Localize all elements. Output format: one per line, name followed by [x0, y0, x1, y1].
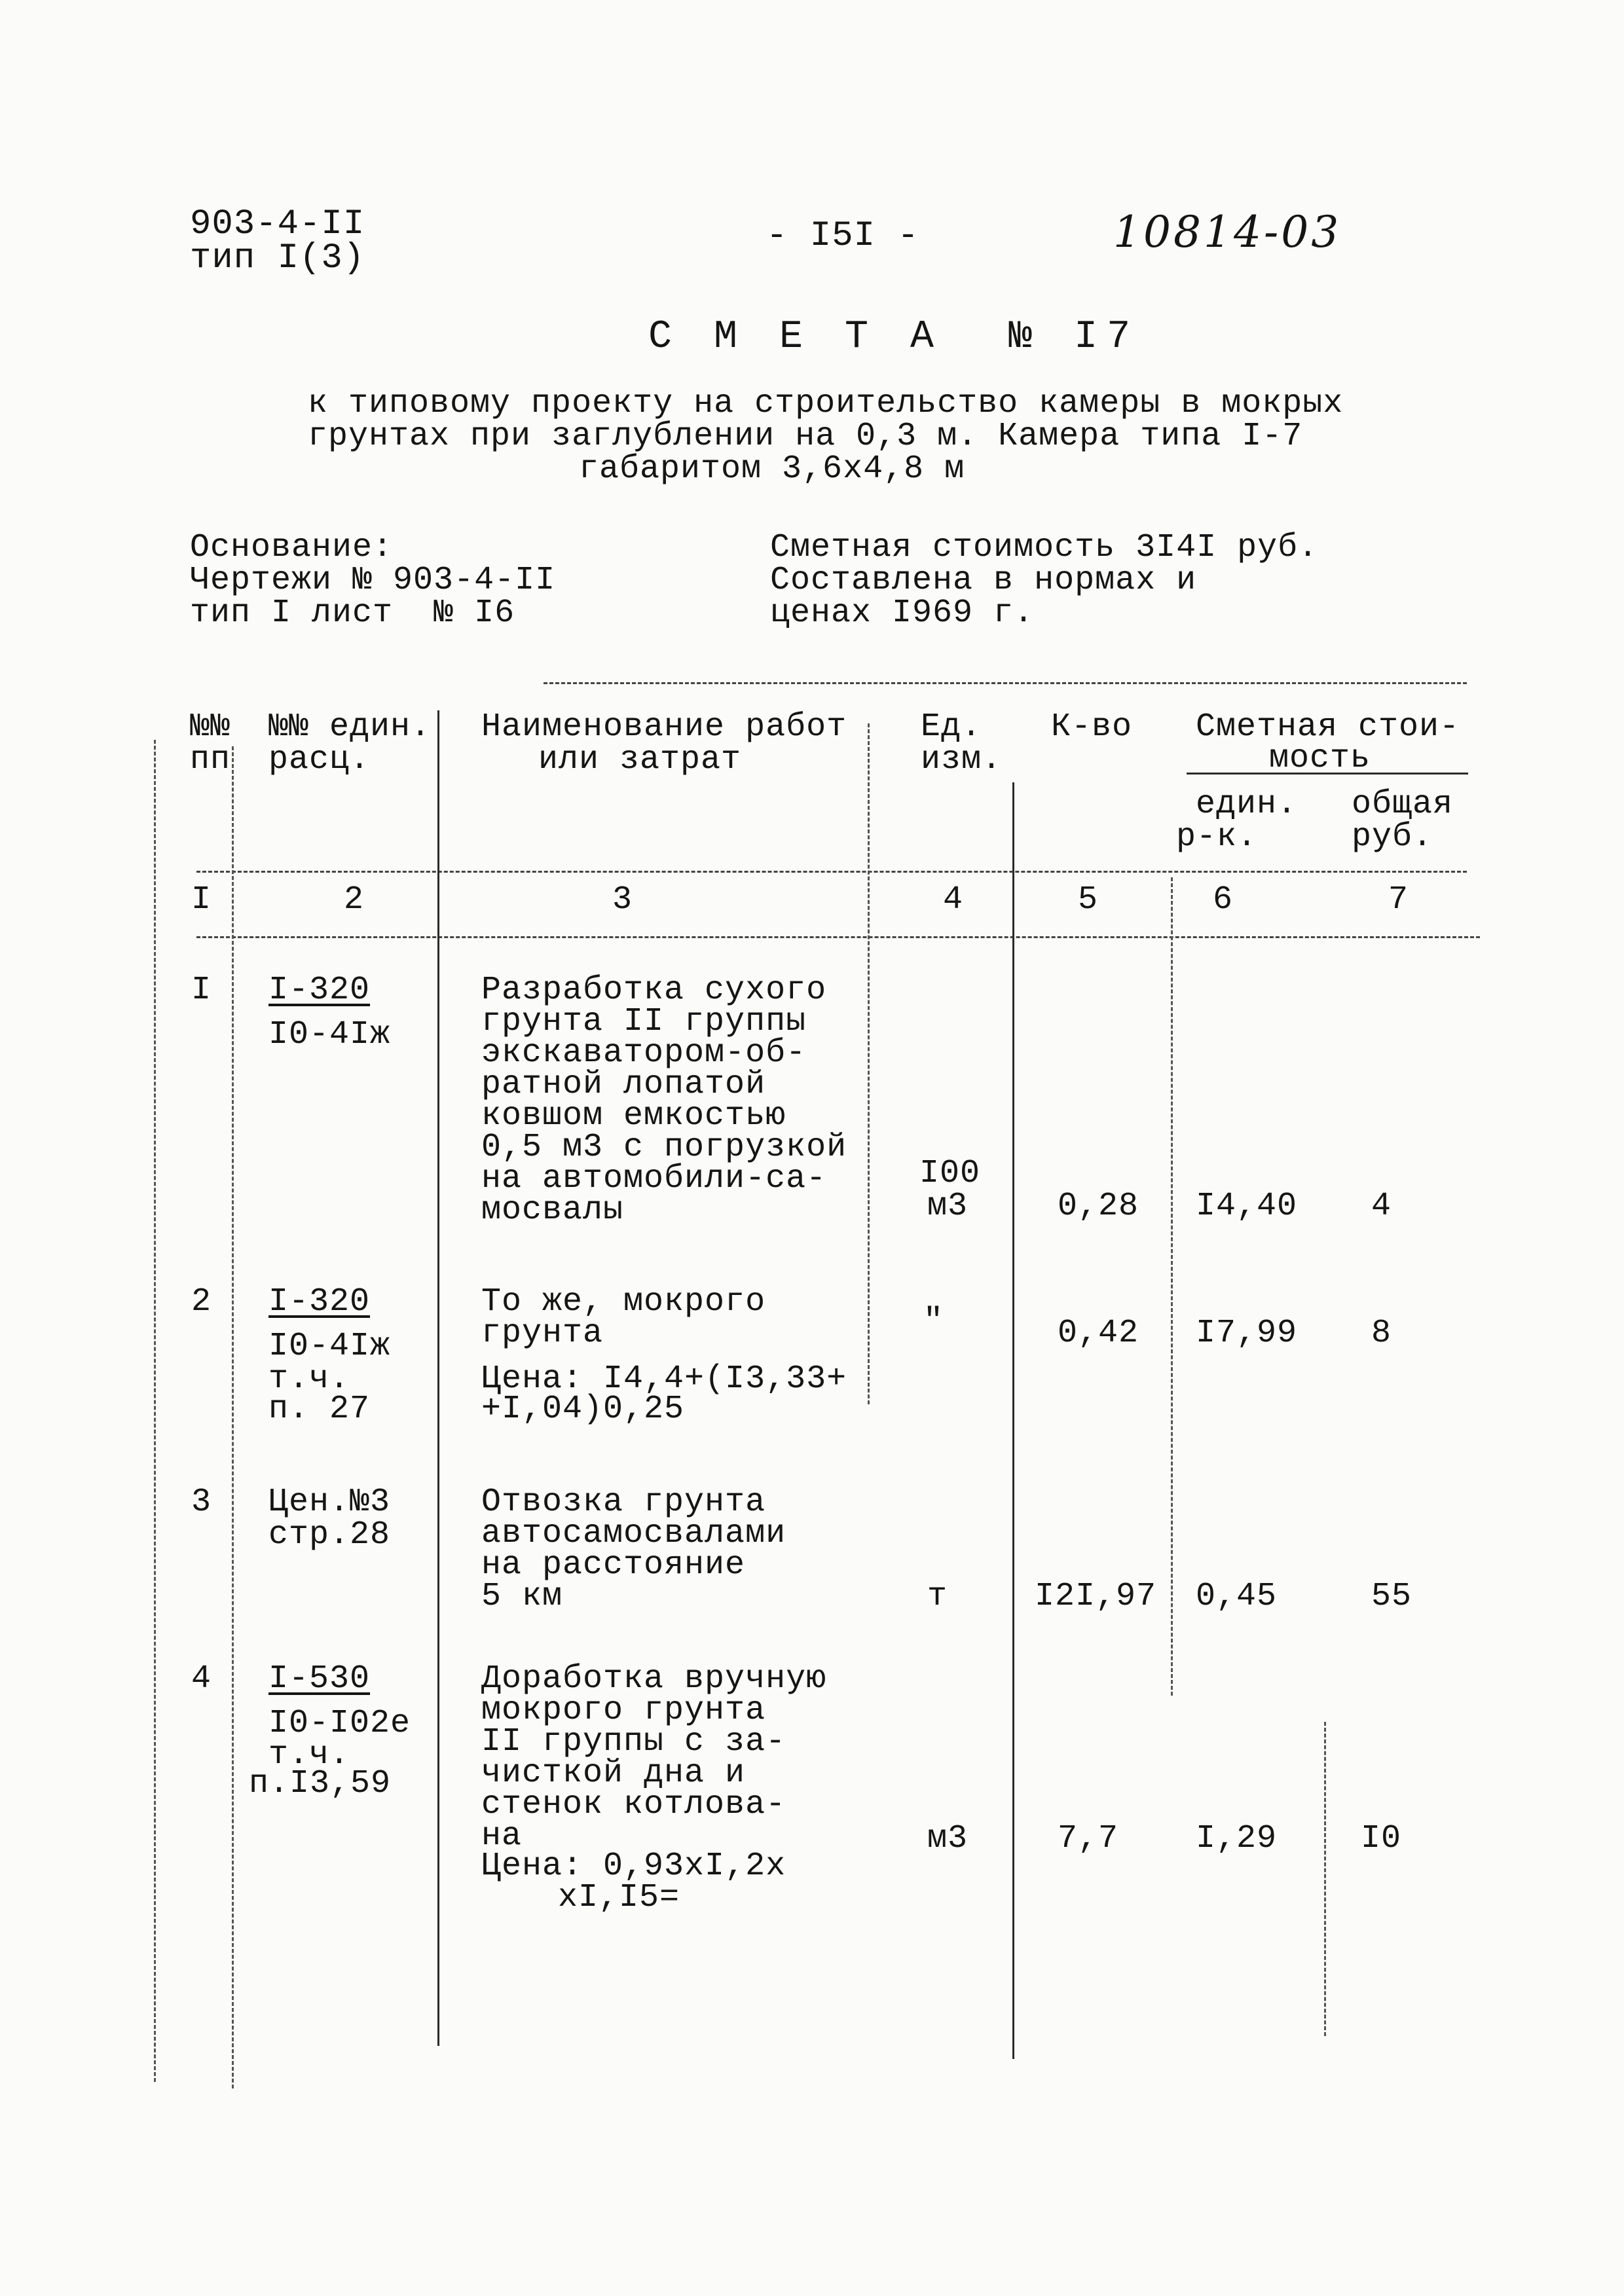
- header-col5: К-во: [1051, 708, 1133, 746]
- col-number-7: 7: [1388, 881, 1409, 919]
- col1-divider: [232, 746, 234, 2088]
- basis-label: Основание:: [190, 529, 394, 566]
- quantity: I2I,97: [1035, 1578, 1157, 1615]
- work-description: на: [481, 1817, 523, 1855]
- basis-drawings: Чертежи № 903-4-II: [190, 562, 556, 599]
- rate-code: т.ч.: [268, 1736, 350, 1774]
- header-col2-line2: расц.: [268, 741, 371, 778]
- unit: ": [923, 1303, 944, 1340]
- col5-divider: [1171, 877, 1173, 1696]
- unit-price: 0,45: [1196, 1578, 1278, 1615]
- work-description: То же, мокрого: [481, 1283, 766, 1321]
- unit: м3: [927, 1820, 969, 1857]
- col-number-1: I: [191, 881, 212, 919]
- rate-code: I0-4Iж: [268, 1328, 391, 1365]
- subtitle-line3: габаритом 3,6х4,8 м: [579, 450, 965, 488]
- subtitle-line1: к типовому проекту на строительство камеры в мокрых: [308, 385, 1344, 422]
- col-number-6: 6: [1213, 881, 1234, 919]
- quantity: 7,7: [1058, 1820, 1119, 1857]
- estimated-cost: Сметная стоимость 3I4I руб.: [770, 529, 1319, 566]
- total-cost: 4: [1371, 1188, 1392, 1225]
- left-border: [154, 740, 156, 2082]
- row-number: 4: [191, 1660, 212, 1698]
- unit: м3: [927, 1188, 969, 1225]
- prices-year: ценах I969 г.: [770, 594, 1035, 632]
- quantity: 0,28: [1058, 1188, 1139, 1225]
- rate-code: Цен.№3: [268, 1484, 391, 1521]
- column-numbers-bottom-rule: [196, 936, 1480, 938]
- header-col7-line2: руб.: [1352, 818, 1433, 856]
- header-col1-line1: №№: [190, 708, 231, 746]
- rate-code: п. 27: [268, 1391, 371, 1428]
- work-description: 5 км: [481, 1578, 563, 1615]
- project-code-line1: 903-4-II: [190, 204, 365, 244]
- rate-code: I-320: [268, 972, 371, 1009]
- header-col2-line1: №№ един.: [268, 708, 432, 746]
- total-cost: 55: [1371, 1578, 1412, 1615]
- col2-divider: [437, 710, 439, 2046]
- header-cost-group-line2: мость: [1269, 740, 1371, 777]
- row-number: 3: [191, 1484, 212, 1521]
- quantity: 0,42: [1058, 1315, 1139, 1352]
- total-cost: 8: [1371, 1315, 1392, 1352]
- header-cost-group-line1: Сметная стои-: [1196, 708, 1460, 746]
- unit-price: I4,40: [1196, 1188, 1298, 1225]
- rate-code: п.I3,59: [249, 1765, 392, 1802]
- row-number: I: [191, 972, 212, 1009]
- col-number-3: 3: [612, 881, 633, 919]
- work-description: на автомобили-са-: [481, 1160, 827, 1197]
- work-description: грунта II группы: [481, 1003, 807, 1040]
- col-number-2: 2: [344, 881, 365, 919]
- header-col1-line2: пп: [190, 741, 231, 778]
- col-number-4: 4: [943, 881, 964, 919]
- work-description: Разработка сухого: [481, 972, 827, 1009]
- work-description: Доработка вручную: [481, 1660, 827, 1698]
- column-numbers-top-rule: [196, 871, 1467, 873]
- work-description: ковшом емкостью: [481, 1097, 786, 1135]
- work-description: Цена: 0,93хI,2х: [481, 1848, 786, 1885]
- page-number: - I5I -: [766, 216, 919, 256]
- work-description: автосамосвалами: [481, 1515, 786, 1552]
- work-description: стенок котлова-: [481, 1786, 786, 1823]
- unit-price: I,29: [1196, 1820, 1278, 1857]
- rate-code: I0-I02е: [268, 1705, 411, 1742]
- work-description: мокрого грунта: [481, 1692, 766, 1729]
- project-code-line2: тип I(3): [190, 238, 365, 278]
- work-description: 0,5 м3 с погрузкой: [481, 1129, 847, 1166]
- work-description: хI,I5=: [558, 1879, 680, 1916]
- header-col7-line1: общая: [1352, 786, 1454, 823]
- unit: т: [927, 1578, 948, 1615]
- work-description: чисткой дна и: [481, 1755, 746, 1792]
- header-col3-line1: Наименование работ: [481, 708, 847, 746]
- work-description: II группы с за-: [481, 1723, 786, 1760]
- rate-code: стр.28: [268, 1516, 391, 1554]
- unit-price: I7,99: [1196, 1315, 1298, 1352]
- rate-code: I-530: [268, 1660, 371, 1698]
- table-top-rule: [544, 682, 1467, 684]
- col4-divider: [1012, 782, 1014, 2059]
- header-col4-line2: изм.: [921, 741, 1003, 778]
- work-description: на расстояние: [481, 1546, 746, 1584]
- header-col4-line1: Ед.: [921, 708, 982, 746]
- work-description: ратной лопатой: [481, 1066, 766, 1103]
- basis-sheet: тип I лист № I6: [190, 594, 515, 632]
- work-description: Отвозка грунта: [481, 1484, 766, 1521]
- rate-code: т.ч.: [268, 1360, 350, 1398]
- work-description: +I,04)0,25: [481, 1391, 685, 1428]
- unit: I00: [919, 1155, 981, 1192]
- work-description: Цена: I4,4+(I3,33+: [481, 1360, 847, 1398]
- work-description: грунта: [481, 1315, 604, 1352]
- subtitle-line2: грунтах при заглублении на 0,3 м. Камера типа I-7: [308, 418, 1303, 455]
- header-col6-line2: р-к.: [1176, 818, 1258, 856]
- rate-code: I-320: [268, 1283, 371, 1321]
- work-description: мосвалы: [481, 1192, 624, 1229]
- header-col3-line2: или затрат: [538, 741, 742, 778]
- total-cost: I0: [1361, 1820, 1402, 1857]
- work-description: экскаватором-об-: [481, 1034, 807, 1072]
- document-number: 10814-03: [1113, 207, 1342, 257]
- col-number-5: 5: [1078, 881, 1099, 919]
- estimate-title: С М Е Т А № I7: [648, 315, 1140, 359]
- col6-divider: [1324, 1722, 1326, 2036]
- header-col6-line1: един.: [1196, 786, 1298, 823]
- rate-code: I0-4Iж: [268, 1016, 391, 1053]
- norms-note: Составлена в нормах и: [770, 562, 1197, 599]
- row-number: 2: [191, 1283, 212, 1321]
- col3-divider: [868, 723, 870, 1404]
